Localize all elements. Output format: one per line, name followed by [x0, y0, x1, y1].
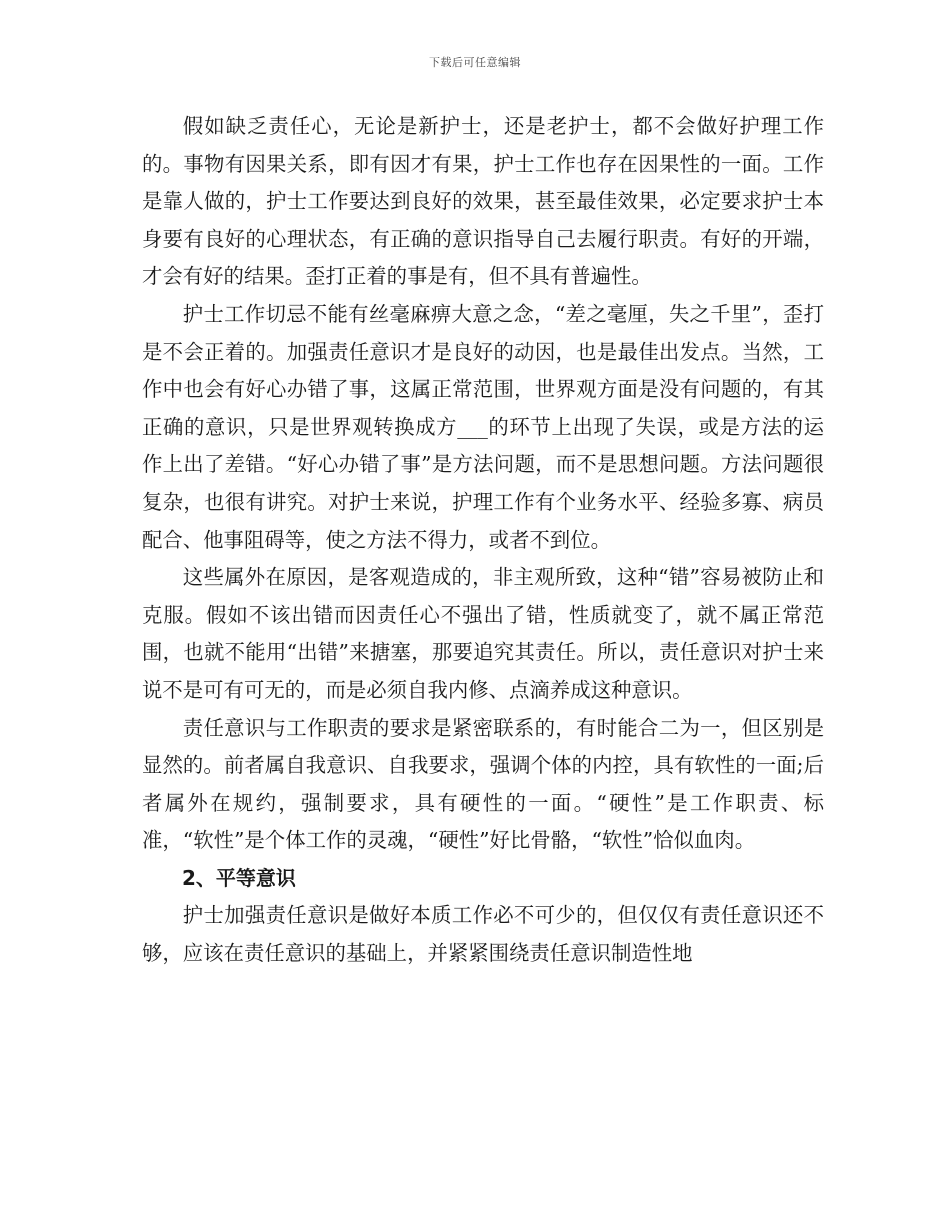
document-body	[142, 108, 824, 973]
section-paragraph: 护士加强责任意识是做好本质工作必不可少的，但仅仅有责任意识还不够，应该在责任意识的基础上，并紧紧围绕责任意识制造性地	[142, 903, 824, 966]
paragraph-2: 护士工作切忌不能有丝毫麻痹大意之念，“差之毫厘，失之千里”，歪打是不会正着的。加强责任意识才是良好的动因，也是最佳出发点。当然，工作中也会有好心办错了事，这属正常范围，世界观方面是没有问题的，有其正确的意识，只是世界观转换成方___的环节上出现了失误，或是方法的运作上出了差错。“好心办错了事”是方法问题，而不是思想问题。方法问题很复杂，也很有讲究。对护士来说，护理工作有个业务水平、经验多寡、病员配合、他事阻碍等，使之方法不得力，或者不到位。	[142, 301, 824, 552]
paragraph-3: 这些属外在原因，是客观造成的，非主观所致，这种“错”容易被防止和克服。假如不该出错而因责任心不强出了错，性质就变了，就不属正常范围，也就不能用“出错”来搪塞，那要追究其责任。所以，责任意识对护士来说不是可有可无的，而是必须自我内修、点滴养成这种意识。	[142, 565, 824, 702]
section-heading: 2、平等意识	[182, 865, 296, 890]
paragraph-4: 责任意识与工作职责的要求是紧密联系的，有时能合二为一，但区别是显然的。前者属自我意识、自我要求，强调个体的内控，具有软性的一面;后者属外在规约，强制要求，具有硬性的一面。“硬性”是工作职责、标准，“软性”是个体工作的灵魂，“硬性”好比骨骼，“软性”恰似血肉。	[142, 715, 824, 853]
page-header: 下载后可任意编辑	[429, 56, 521, 69]
paragraph-1: 假如缺乏责任心，无论是新护士，还是老护士，都不会做好护理工作的。事物有因果关系，即有因才有果，护士工作也存在因果性的一面。工作是靠人做的，护士工作要达到良好的效果，甚至最佳效果，必定要求护士本身要有良好的心理状态，有正确的意识指导自己去履行职责。有好的开端，才会有好的结果。歪打正着的事是有，但不具有普遍性。	[142, 114, 824, 289]
